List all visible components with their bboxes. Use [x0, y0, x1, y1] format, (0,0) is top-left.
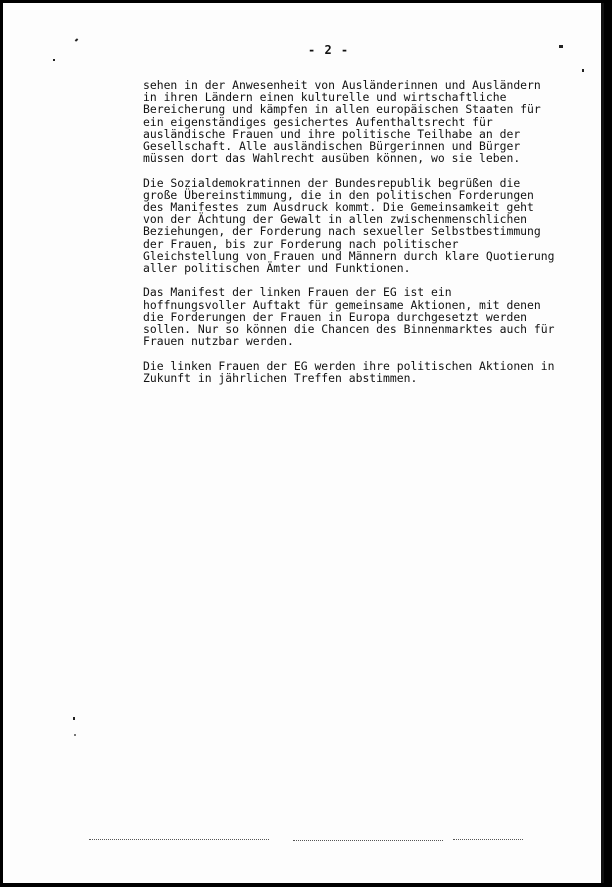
text-line: des Manifestes zum Ausdruck kommt. Die Gemeinsamkeit geht: [143, 200, 534, 215]
text-line: müssen dort das Wahlrecht ausüben können, wo sie leben.: [143, 151, 521, 166]
paragraph-3: [143, 286, 583, 347]
text-line: sollen. Nur so können die Chancen des Binnenmarktes auch für: [143, 322, 555, 337]
text-line: Gesellschaft. Alle ausländischen Bürgerinnen und Bürger: [143, 139, 521, 154]
body-text: [143, 79, 583, 396]
text-line: Die Sozialdemokratinnen der Bundesrepublik begrüßen die: [143, 175, 521, 190]
scan-speck: [53, 59, 55, 61]
page-number: - 2 -: [308, 43, 350, 57]
paragraph-2: [143, 177, 583, 275]
text-line: Zukunft in jährlichen Treffen abstimmen.: [143, 370, 418, 385]
scan-line: [89, 839, 269, 840]
text-line: Das Manifest der linken Frauen der EG ist ein: [143, 285, 452, 300]
scan-speck: [75, 38, 79, 41]
scan-speck: [74, 734, 76, 736]
scan-line: [293, 840, 443, 841]
text-line: Bereicherung und kämpfen in allen europäischen Staaten für: [143, 102, 541, 117]
text-line: ein eigenständiges gesichertes Aufenthaltsrecht für: [143, 114, 493, 129]
text-line: die Forderungen der Frauen in Europa durchgesetzt werden: [143, 309, 528, 324]
scan-line: [453, 839, 523, 840]
text-line: Die linken Frauen der EG werden ihre politischen Aktionen in: [143, 358, 555, 373]
text-line: Frauen nutzbar werden.: [143, 334, 294, 349]
paragraph-1: [143, 79, 583, 164]
text-line: in ihren Ländern einen kulturelle und wirtschaftliche: [143, 90, 507, 105]
text-line: hoffnungsvoller Auftakt für gemeinsame Aktionen, mit denen: [143, 297, 541, 312]
text-line: Beziehungen, der Forderung nach sexueller Selbstbestimmung: [143, 224, 541, 239]
text-line: große Übereinstimmung, die in den politischen Forderungen: [143, 187, 534, 202]
document-page: [3, 3, 604, 883]
scan-speck: [559, 45, 563, 48]
text-line: sehen in der Anwesenheit von Ausländerinnen und Ausländern: [143, 78, 541, 92]
text-line: ausländische Frauen und ihre politische Teilhabe an der: [143, 126, 521, 141]
paragraph-4: [143, 360, 583, 384]
scan-speck: [73, 717, 75, 720]
scan-speck: [582, 69, 584, 72]
text-line: von der Ächtung der Gewalt in allen zwischenmenschlichen: [143, 212, 528, 227]
text-line: der Frauen, bis zur Forderung nach politischer: [143, 236, 459, 251]
text-line: aller politischen Ämter und Funktionen.: [143, 261, 411, 276]
text-line: Gleichstellung von Frauen und Männern durch klare Quotierung: [143, 248, 555, 263]
